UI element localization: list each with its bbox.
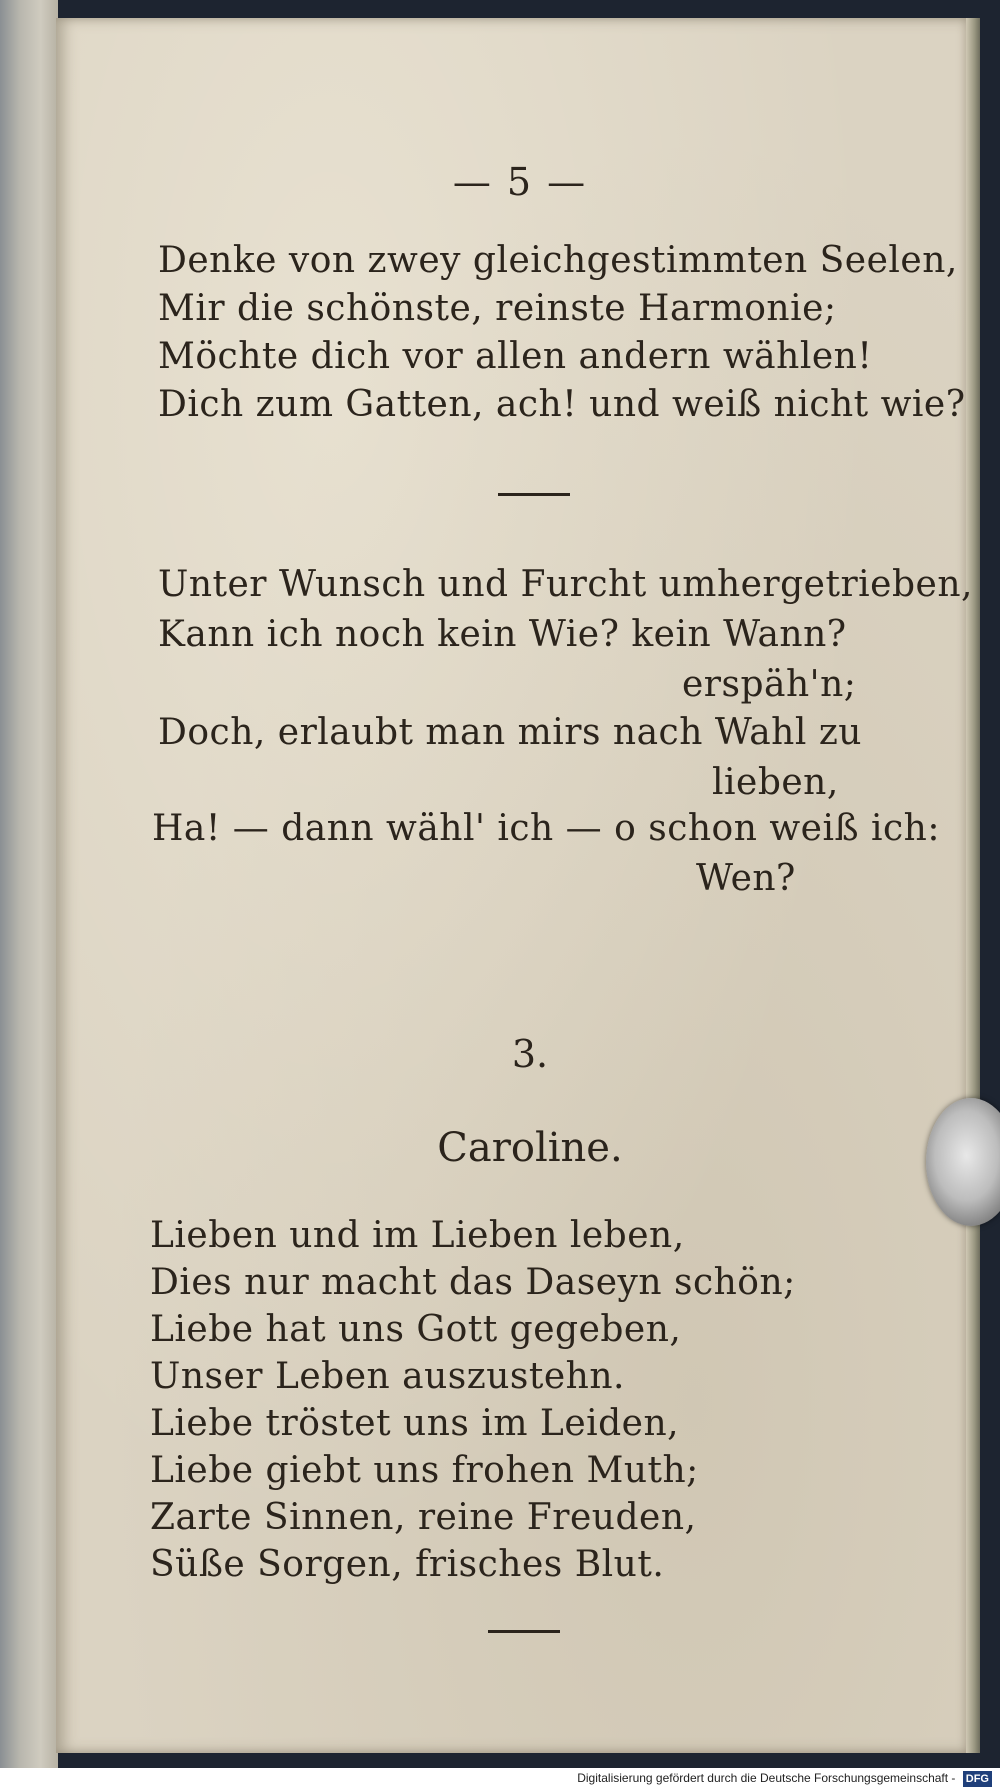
end-rule <box>488 1630 560 1633</box>
poem3-line-5: Liebe tröstet uns im Leiden, <box>150 1403 680 1444</box>
poem3-line-7: Zarte Sinnen, reine Freuden, <box>150 1497 697 1538</box>
poem3-line-2: Dies nur macht das Daseyn schön; <box>150 1262 796 1303</box>
poem-number: 3. <box>511 1032 549 1076</box>
dfg-logo: DFG <box>963 1771 992 1787</box>
poem3-line-1: Lieben und im Lieben leben, <box>150 1215 685 1256</box>
page-number: — 5 — <box>452 160 588 204</box>
stanza2-line-4: Ha! — dann wähl' ich — o schon weiß ich: <box>152 808 940 849</box>
stanza2-line-2: Kann ich noch kein Wie? kein Wann? <box>158 614 847 655</box>
stanza1-line-3: Möchte dich vor allen andern wählen! <box>158 336 873 377</box>
stanza2-line-3-continuation: lieben, <box>712 762 839 803</box>
poem-title: Caroline. <box>437 1125 623 1171</box>
poem3-line-4: Unser Leben auszustehn. <box>150 1356 625 1397</box>
stanza-divider-rule <box>498 493 570 496</box>
stanza2-line-4-continuation: Wen? <box>696 858 796 899</box>
poem3-line-3: Liebe hat uns Gott gegeben, <box>150 1309 682 1350</box>
stanza2-line-1: Unter Wunsch und Furcht umhergetrieben, <box>158 564 973 605</box>
poem3-line-8: Süße Sorgen, frisches Blut. <box>150 1544 665 1585</box>
stanza1-line-2: Mir die schönste, reinste Harmonie; <box>158 288 837 329</box>
stanza1-line-1: Denke von zwey gleichgestimmten Seelen, <box>158 240 958 281</box>
digitization-credit <box>577 1768 992 1788</box>
stanza2-line-2-continuation: erspäh'n; <box>682 664 857 705</box>
stanza1-line-4: Dich zum Gatten, ach! und weiß nicht wie? <box>158 384 966 425</box>
poem3-line-6: Liebe giebt uns frohen Muth; <box>150 1450 699 1491</box>
stanza2-line-3: Doch, erlaubt man mirs nach Wahl zu <box>158 712 862 753</box>
credit-text: Digitalisierung gefördert durch die Deutsche Forschungsgemeinschaft - <box>577 1771 956 1785</box>
